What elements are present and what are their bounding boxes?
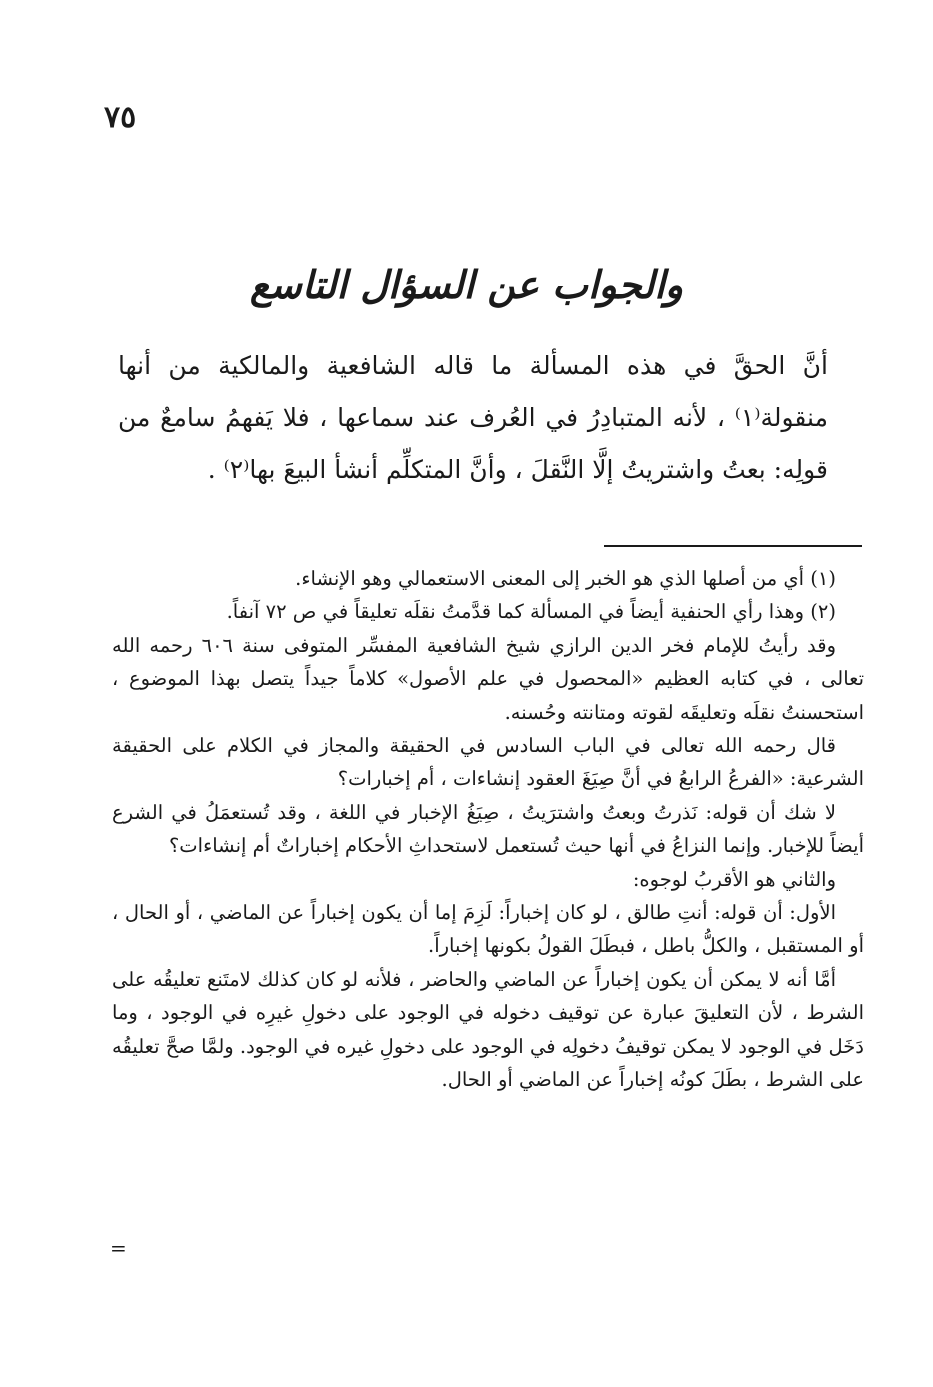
continuation-mark: = <box>110 1236 127 1260</box>
footnotes <box>112 562 864 1097</box>
footnote-paragraph: وقد رأيتُ للإمام فخر الدين الرازي شيخ الشافعية المفسِّر المتوفى سنة ٦٠٦ رحمه الله تعالى ، في كتابه العظيم «المحصول في علم الأصول» كلاماً جيداً يتصل بهذا الموضوع ، استحسنتُ نقلَه وتعليقَه لقوته ومتانته وحُسنه. <box>112 633 864 724</box>
main-text <box>118 340 828 496</box>
footnote-1: (١) أي من أصلها الذي هو الخبر إلى المعنى الاستعمالي وهو الإنشاء. <box>295 567 836 590</box>
footnote-paragraph: أمَّا أنه لا يمكن أن يكون إخباراً عن الماضي والحاضر ، فلأنه لو كان كذلك لامتَنع تعليقُه على الشرط ، لأن التعليقَ عبارة عن توقيف دخوله في الوجود على دخولِ غيرِه في الوجود ، وما دَخَل في الوجود لا يمكن توقيفُ دخولِه في الوجود على دخولِ غيره في الوجود. ولمَّا صحَّ تعليقُه على الشرط ، بطَلَ كونُه إخباراً عن الماضي أو الحال. <box>112 967 864 1092</box>
page-number: ٧٥ <box>104 100 137 135</box>
footnote-paragraph: الأول: أن قوله: أنتِ طالق ، لو كان إخباراً: لَزِمَ إما أن يكون إخباراً عن الماضي ، أو الحال ، أو المستقبل ، والكلُّ باطل ، فبطَلَ القولُ بكونها إخباراً. <box>112 901 864 958</box>
footnote-paragraph: لا شك أن قوله: نَذرتُ وبعتُ واشترَيتُ ، صِيَغُ الإخبار في اللغة ، وقد تُستعمَلُ في الشرع أيضاً للإخبار. وإنما النزاعُ في أنها حيث تُستعمل لاستحداثِ الأحكام إخباراتٌ أم إنشاءات؟ <box>112 800 864 858</box>
footnote-2: (٢) وهذا رأي الحنفية أيضاً في المسألة كما قدَّمتُ نقلَه تعليقاً في ص ٧٢ آنفاً. <box>226 600 836 624</box>
footnote-paragraph: قال رحمه الله تعالى في الباب السادس في الحقيقة والمجاز في الكلام على الحقيقة الشرعية: «الفرعُ الرابعُ في أنَّ صِيَغَ العقود إنشاءات ، أم إخبارات؟ <box>112 734 864 791</box>
section-heading: والجواب عن السؤال التاسع <box>249 262 684 307</box>
main-paragraph: أنَّ الحقَّ في هذه المسألة ما قاله الشافعية والمالكية من أنها منقولة⁽١⁾ ، لأنه المتبادِرُ في العُرف عند سماعها ، فلا يَفهمُ سامعٌ من قولِه: بعتُ واشتريتُ إلَّا النَّقلَ ، وأنَّ المتكلِّم أنشأ البيعَ بها⁽٢⁾ . <box>118 351 828 484</box>
footnote-paragraph: والثاني هو الأقربُ لوجوه: <box>632 867 836 891</box>
footnote-divider <box>604 545 862 547</box>
